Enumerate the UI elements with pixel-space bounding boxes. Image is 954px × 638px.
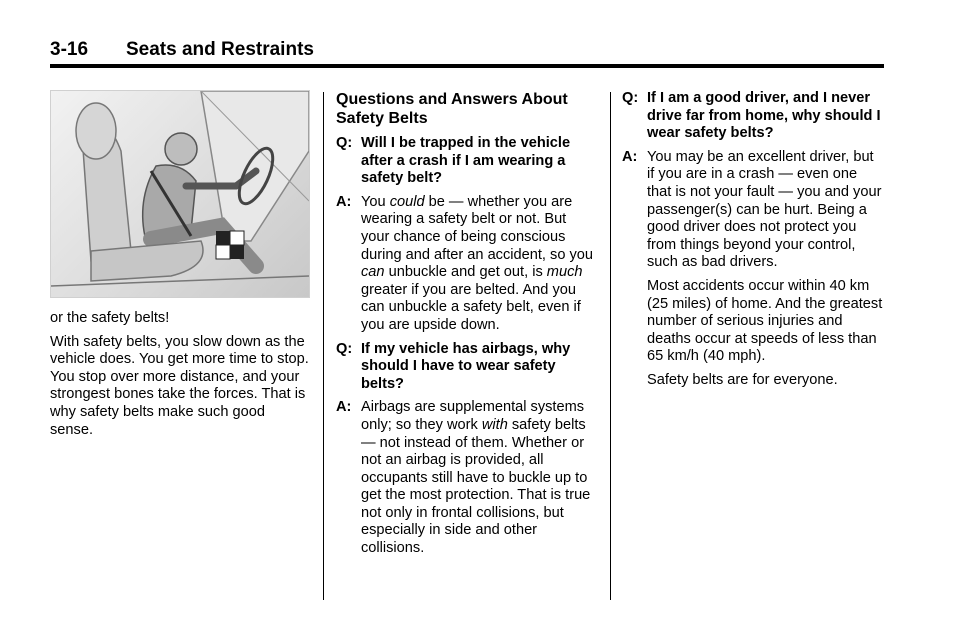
column-3: [622, 90, 884, 396]
body-paragraph: With safety belts, you slow down as the vehicle does. You get more time to stop. You stop over more distance, and your strongest bones take the forces. That is why safety belts make such good sense.: [50, 333, 309, 438]
answer-continuation: Safety belts are for everyone.: [647, 371, 838, 388]
answer-text: [361, 399, 598, 557]
column-2: [336, 90, 598, 564]
answer-3: [622, 149, 884, 272]
answer-text: [361, 194, 598, 335]
answer-text-part: safety belts — not instead of them. Whether or not an airbag is provided, all occupants still have to buckle up to get the most protection. That is true not only in frontal collisions, but especially in side and other collisions.: [361, 416, 591, 557]
question-2: [336, 341, 598, 394]
answer-continuation: Most accidents occur within 40 km (25 miles) of home. And the greatest number of serious injuries and deaths occur at speeds of less than 65 km/h (40 mph).: [647, 277, 883, 365]
answer-2: [336, 399, 598, 557]
answer-label: A:: [336, 399, 352, 416]
page-header: [50, 38, 884, 68]
question-text: Will I be trapped in the vehicle after a crash if I am wearing a safety belt?: [361, 135, 571, 187]
section-title: Seats and Restraints: [126, 39, 314, 60]
page-number: 3-16: [50, 39, 89, 60]
answer-emphasis: could: [389, 193, 425, 210]
column-divider: [610, 92, 611, 600]
question-text: If I am a good driver, and I never drive far from home, why should I wear safety belts?: [647, 90, 881, 142]
question-text: If my vehicle has airbags, why should I have to wear safety belts?: [361, 340, 571, 392]
answer-text-part: Airbags are supplemental systems only; so they work: [361, 399, 585, 433]
answer-text: You may be an excellent driver, but if you are in a crash — even one that is not your fault — you and your passenger(s) can be hurt. Being a good driver does not protect you from things beyond your control, such as bad drivers.: [647, 148, 882, 271]
question-label: Q:: [336, 135, 353, 151]
question-3: [622, 90, 884, 143]
answer-text-part: unbuckle and get out, is: [384, 264, 547, 281]
answer-text-part: You: [361, 193, 390, 210]
answer-emphasis: with: [481, 416, 508, 433]
answer-emphasis: can: [361, 264, 385, 281]
answer-1: [336, 194, 598, 335]
answer-label: A:: [622, 148, 638, 165]
answer-label: A:: [336, 193, 352, 210]
column-divider: [323, 92, 324, 600]
answer-text-part: greater if you are belted. And you can unbuckle a safety belt, even if you are upside down.: [361, 281, 581, 333]
question-1: [336, 135, 598, 188]
figure-caption: or the safety belts!: [50, 310, 170, 326]
section-heading: Questions and Answers About Safety Belts: [336, 91, 568, 127]
answer-emphasis: much: [546, 264, 583, 281]
answer-text-part: be — whether you are wearing a safety belt or not. But your chance of being conscious during and after an accident, so you: [361, 193, 594, 263]
question-label: Q:: [336, 340, 353, 357]
column-1: [50, 90, 310, 445]
crash-occupant-illustration-icon: [50, 90, 310, 298]
question-label: Q:: [622, 90, 639, 106]
